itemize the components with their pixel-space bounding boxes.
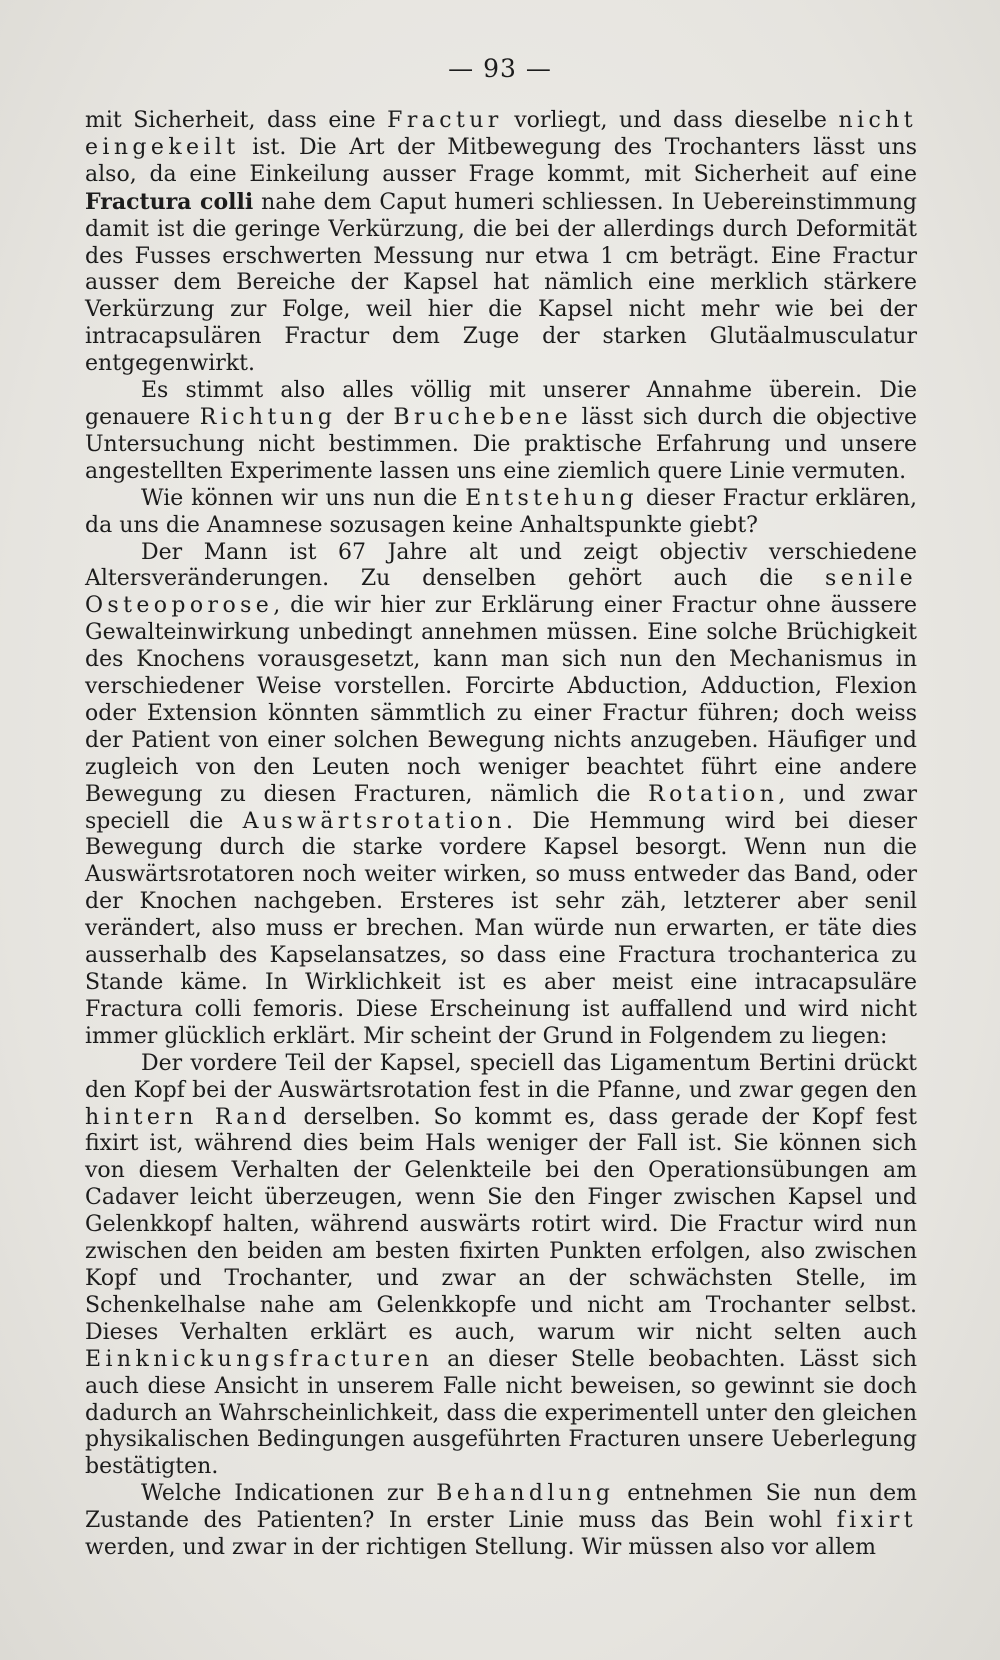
text-run: werden, und zwar in der richtigen Stellung. Wir müssen also vor allem [85,1535,876,1561]
text-run: Der Mann ist 67 Jahre alt und zeigt objectiv verschiedene Altersveränderungen. Zu denselben gehört auch die [85,539,917,592]
spaced-emphasis: Entstehung [465,485,638,511]
spaced-emphasis: Fractur [387,108,503,133]
spaced-emphasis: fixirt [836,1508,917,1534]
text-run: dieser Fractur erklären, da uns die Anamnese sozusagen keine Anhaltspunkte giebt? [85,485,917,538]
paragraph [85,378,917,486]
spaced-emphasis: senile Osteoporose [85,566,917,619]
text-run: Es stimmt also alles völlig mit unserer Annahme überein. Die genauere [85,378,917,430]
body-text [85,108,917,1562]
paragraph [85,108,917,378]
text-run: . Die Hemmung wird bei dieser Bewegung durch die starke vordere Kapsel besorgt. Wenn nun die Auswärtsrotatoren noch weiter wirken, so muss entweder das Band, oder der Knochen nachgeben. Ersteres ist sehr zäh, letzterer aber senil verändert, also muss er brechen. Man würde nun erwarten, er täte dies ausserhalb des Kapselansatzes, so dass eine Fractura trochanterica zu Stande käme. In Wirklichkeit ist es aber meist eine intracapsuläre Fractura colli femoris. Diese Erscheinung ist auffallend und wird nicht immer glücklich erklärt. Mir scheint der Grund in Folgendem zu liegen: [85,808,918,1049]
text-run: Welche Indicationen zur [141,1481,437,1507]
spaced-emphasis: Einknickungsfracturen [85,1346,434,1372]
text-run: der [336,404,394,430]
text-run: lässt sich durch die objective Untersuchung nicht bestimmen. Die praktische Erfahrung und unsere angestellten Experimente lassen uns eine ziemlich quere Linie vermuten. [85,404,917,484]
text-run: an dieser Stelle beobachten. Lässt sich auch diese Ansicht in unserem Falle nicht beweisen, so gewinnt sie doch dadurch an Wahrscheinlichkeit, dass die experimentell unter den gleichen physikalischen Bedingungen ausgeführten Fracturen unsere Ueberlegung bestätigten. [85,1346,917,1480]
bold-term: Fractura colli [85,188,254,215]
spaced-emphasis: Richtung [199,404,337,430]
spaced-emphasis: Bruchebene [393,404,572,430]
paragraph [85,540,917,1051]
paragraph [85,1051,917,1482]
paragraph [85,486,917,540]
spaced-emphasis: nicht eingekeilt [85,108,917,160]
paragraph [85,1481,917,1562]
text-run: , die wir hier zur Erklärung einer Fractur ohne äussere Gewalteinwirkung unbedingt annehmen müssen. Eine solche Brüchigkeit des Knochens vorausgesetzt, kann man sich nun den Mechanismus in verschiedener Weise vorstellen. Forcirte Abduction, Adduction, Flexion oder Extension könnten sämmtlich zu einer Fractur führen; doch weiss der Patient von einer solchen Bewegung nichts anzugeben. Häufiger und zugleich von den Leuten noch weniger beachtet führt eine andere Bewegung zu diesen Fracturen, nämlich die [85,593,917,807]
text-run: vorliegt, und dass dieselbe [502,108,839,133]
spaced-emphasis: Auswärtsrotation [242,808,506,834]
text-run: entnehmen Sie nun dem Zustande des Patienten? In erster Linie muss das Bein wohl [85,1481,917,1534]
text-run: Der vordere Teil der Kapsel, speciell das Ligamentum Bertini drückt den Kopf bei der Auswärtsrotation fest in die Pfanne, und zwar gegen den [85,1050,917,1103]
spaced-emphasis: Behandlung [436,1481,615,1507]
page-number: — 93 — [448,54,552,83]
text-run: ist. Die Art der Mitbewegung des Trochanters lässt uns also, da eine Einkeilung ausser Frage kommt, mit Sicherheit auf eine [85,134,917,187]
text-run: Wie können wir uns nun die [141,485,466,511]
text-run: mit Sicherheit, dass eine [85,108,388,133]
text-run: nahe dem Caput humeri schliessen. In Uebereinstimmung damit ist die geringe Verkürzung, die bei der allerdings durch Deformität des Fusses erschwerten Messung nur etwa 1 cm beträgt. Eine Fractur ausser dem Bereiche der Kapsel hat nämlich eine merklich stärkere Verkürzung zur Folge, weil hier die Kapsel nicht mehr wie bei der intracapsulären Fractur dem Zuge der starken Glutäalmusculatur entgegenwirkt. [85,189,917,377]
text-run: , und zwar speciell die [85,781,917,834]
spaced-emphasis: hintern Rand [85,1104,291,1130]
text-run: derselben. So kommt es, dass gerade der Kopf fest fixirt ist, während dies beim Hals weniger der Fall ist. Sie können sich von diesem Verhalten der Gelenkteile bei den Operationsübungen am Cadaver leicht überzeugen, wenn Sie den Finger zwischen Kapsel und Gelenkkopf halten, während auswärts rotirt wird. Die Fractur wird nun zwischen den beiden am besten fixirten Punkten erfolgen, also zwischen Kopf und Trochanter, und zwar an der schwächsten Stelle, im Schenkelhalse nahe am Gelenkkopfe und nicht am Trochanter selbst. Dieses Verhalten erklärt es auch, warum wir nicht selten auch [85,1104,917,1345]
spaced-emphasis: Rotation [648,781,779,807]
